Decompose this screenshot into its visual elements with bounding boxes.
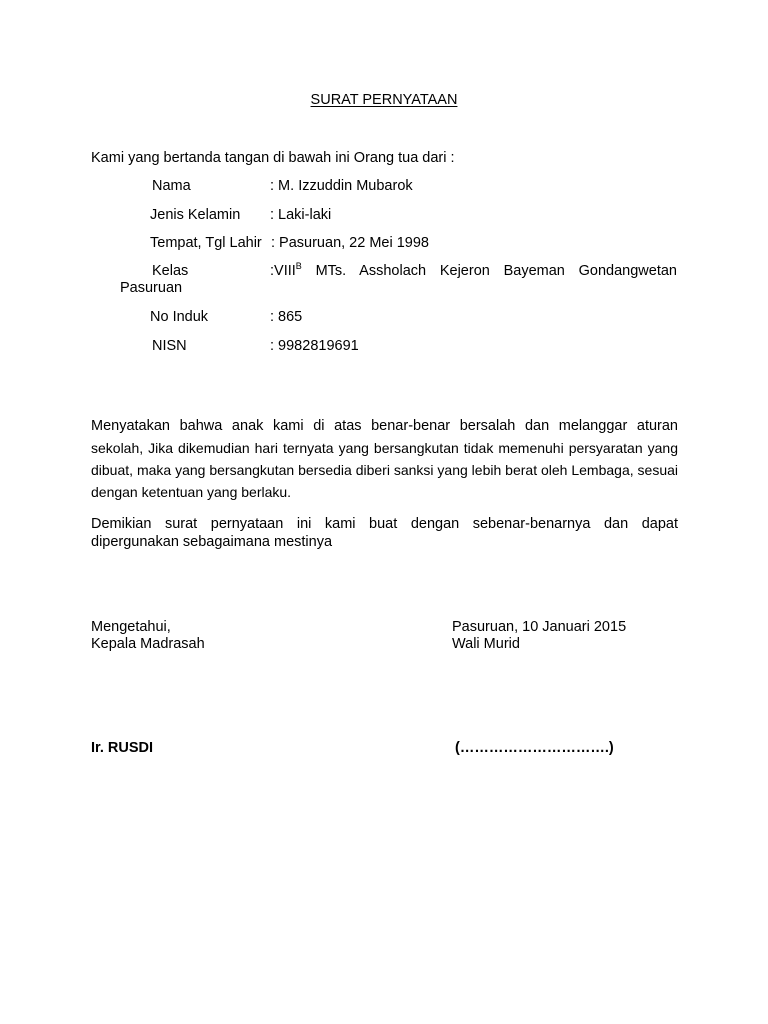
field-label-nisn: NISN bbox=[152, 338, 187, 354]
field-label-kelas: Kelas bbox=[152, 263, 189, 279]
kelas-value-superscript: B bbox=[295, 261, 302, 271]
kelas-value-rest: MTs. Assholach Kejeron Bayeman Gondangwetan bbox=[301, 263, 677, 279]
statement-line-4: dengan ketentuan yang berlaku. bbox=[91, 484, 292, 500]
intro-text: Kami yang bertanda tangan di bawah ini Orang tua dari : bbox=[91, 150, 455, 166]
field-value-tempat-tgl-lahir: : Pasuruan, 22 Mei 1998 bbox=[271, 235, 429, 251]
field-value-nama: : M. Izzuddin Mubarok bbox=[270, 178, 413, 194]
signature-left-line-2: Kepala Madrasah bbox=[91, 636, 205, 652]
statement-line-2: sekolah, Jika dikemudian hari ternyata yang bersangkutan tidak memenuhi persyaratan yang bbox=[91, 440, 678, 456]
field-value-kelas-continuation: Pasuruan bbox=[120, 280, 183, 296]
signature-right-name: (………………………….) bbox=[455, 740, 614, 756]
field-value-no-induk: : 865 bbox=[270, 309, 303, 325]
statement-line-1: Menyatakan bahwa anak kami di atas benar-benar bersalah dan melanggar aturan bbox=[91, 418, 678, 434]
field-label-no-induk: No Induk bbox=[150, 309, 209, 325]
document-title: SURAT PERNYATAAN bbox=[310, 92, 458, 108]
signature-right-line-1: Pasuruan, 10 Januari 2015 bbox=[452, 619, 627, 635]
field-value-kelas bbox=[270, 263, 677, 279]
statement-line-3: dibuat, maka yang bersangkutan bersedia diberi sanksi yang lebih berat oleh Lembaga, sesuai bbox=[91, 462, 678, 478]
kelas-value-prefix: :VIII bbox=[270, 263, 296, 279]
closing-line-1: Demikian surat pernyataan ini kami buat dengan sebenar-benarnya dan dapat bbox=[91, 516, 678, 532]
field-label-jenis-kelamin: Jenis Kelamin bbox=[150, 207, 241, 223]
field-label-tempat-tgl-lahir: Tempat, Tgl Lahir bbox=[150, 235, 262, 251]
closing-line-2: dipergunakan sebagaimana mestinya bbox=[91, 534, 333, 550]
signature-left-name: Ir. RUSDI bbox=[91, 740, 154, 756]
field-label-nama: Nama bbox=[152, 178, 191, 194]
signature-left-line-1: Mengetahui, bbox=[91, 619, 171, 635]
field-value-jenis-kelamin: : Laki-laki bbox=[270, 207, 332, 223]
signature-right-line-2: Wali Murid bbox=[452, 636, 520, 652]
field-value-nisn: : 9982819691 bbox=[270, 338, 359, 354]
